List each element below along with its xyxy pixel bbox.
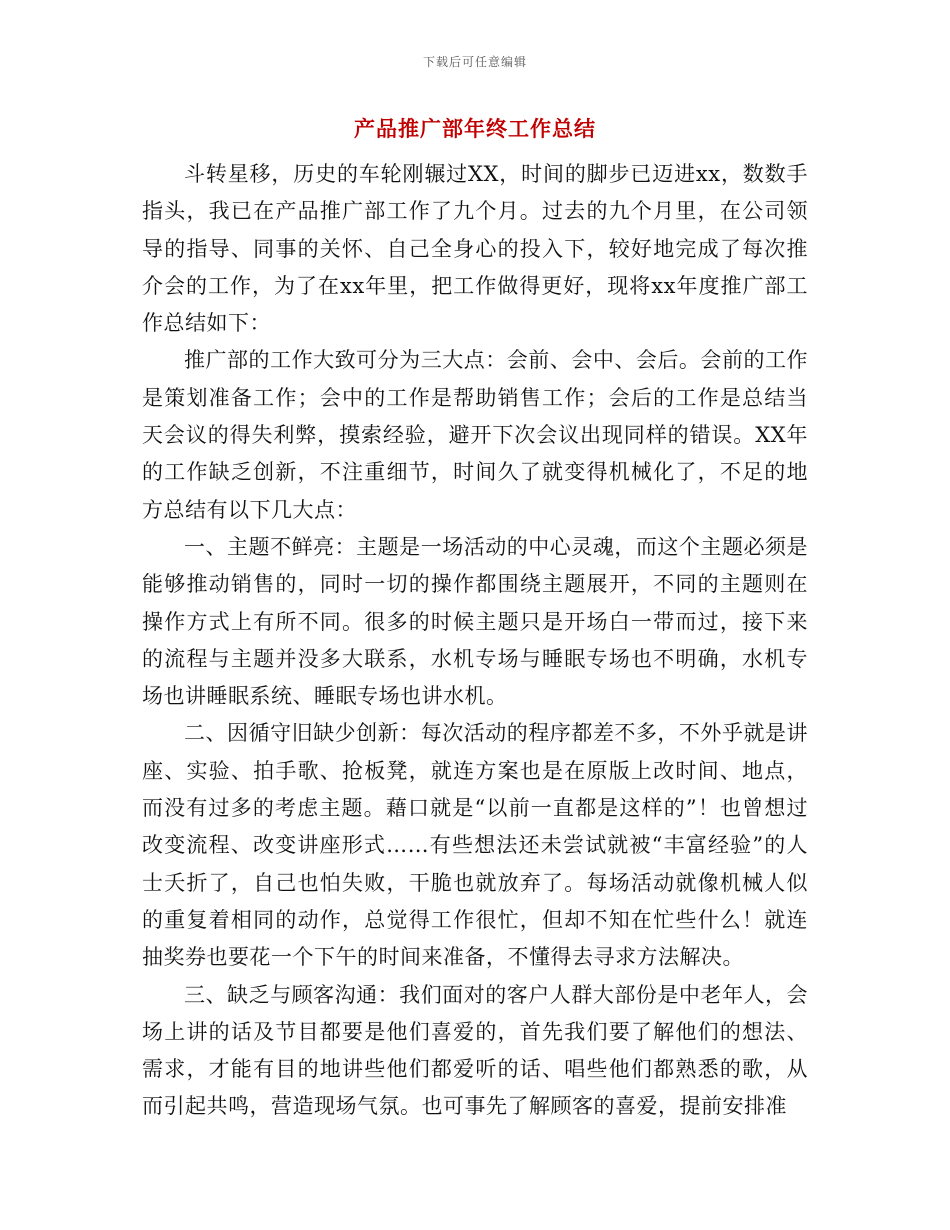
paragraph-overview: 推广部的工作大致可分为三大点：会前、会中、会后。会前的工作是策划准备工作；会中的工作是帮助销售工作；会后的工作是总结当天会议的得失利弊，摸索经验，避开下次会议出现同样的错误。XX年的工作缺乏创新，不注重细节，时间久了就变得机械化了，不足的地方总结有以下几大点：	[142, 348, 808, 522]
paragraph-intro: 斗转星移，历史的车轮刚辗过XX，时间的脚步已迈进xx，数数手指头，我已在产品推广部工作了九个月。过去的九个月里，在公司领导的指导、同事的关怀、自己全身心的投入下，较好地完成了每次推介会的工作，为了在xx年里，把工作做得更好，现将xx年度推广部工作总结如下：	[142, 162, 808, 336]
document-body	[142, 156, 808, 1126]
header-note: 下载后可任意编辑	[422, 55, 527, 69]
document-title: 产品推广部年终工作总结	[354, 117, 596, 141]
paragraph-point-2: 二、因循守旧缺少创新：每次活动的程序都差不多，不外乎就是讲座、实验、拍手歌、抢板凳，就连方案也是在原版上改时间、地点，而没有过多的考虑主题。藉口就是“以前一直都是这样的”！也曾想过改变流程、改变讲座形式……有些想法还未尝试就被“丰富经验”的人士夭折了，自己也怕失败，干脆也就放弃了。每场活动就像机械人似的重复着相同的动作，总觉得工作很忙，但却不知在忙些什么！就连抽奖券也要花一个下午的时间来准备，不懂得去寻求方法解决。	[142, 721, 808, 970]
paragraph-point-3: 三、缺乏与顾客沟通：我们面对的客户人群大部份是中老年人，会场上讲的话及节目都要是他们喜爱的，首先我们要了解他们的想法、需求，才能有目的地讲些他们都爱听的话、唱些他们都熟悉的歌，从而引起共鸣，营造现场气氛。也可事先了解顾客的喜爱，提前安排准	[142, 982, 808, 1119]
paragraph-point-1: 一、主题不鲜亮：主题是一场活动的中心灵魂，而这个主题必须是能够推动销售的，同时一切的操作都围绕主题展开，不同的主题则在操作方式上有所不同。很多的时候主题只是开场白一带而过，接下来的流程与主题并没多大联系，水机专场与睡眠专场也不明确，水机专场也讲睡眠系统、睡眠专场也讲水机。	[142, 534, 808, 709]
